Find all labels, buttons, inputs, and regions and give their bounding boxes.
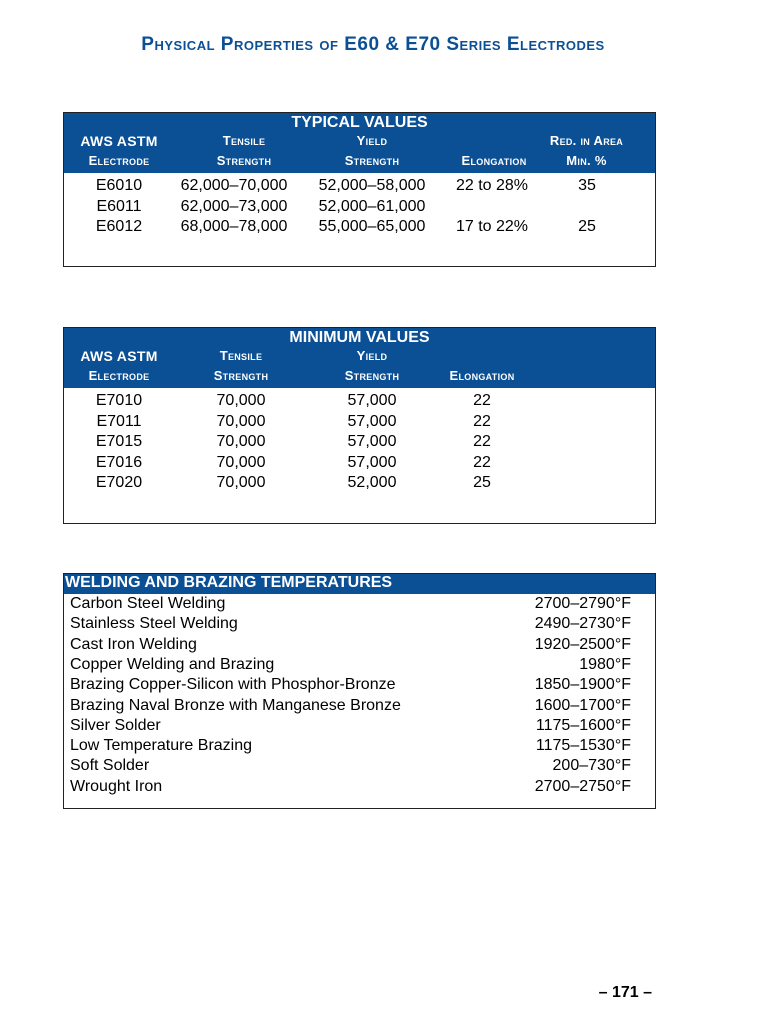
cell-yield: 57,000	[347, 392, 397, 409]
cell-electrode: E7016	[95, 454, 143, 471]
col-header-electrode: Electrode	[88, 153, 150, 168]
cell-tensile: 70,000	[216, 433, 266, 450]
minimum-values-table	[63, 327, 656, 524]
cell-elongation: 22	[473, 433, 491, 450]
welding-process: Low Temperature Brazing	[70, 737, 253, 755]
cell-elongation: 22 to 28%	[455, 177, 529, 194]
cell-electrode: E6012	[95, 218, 143, 235]
table-heading: WELDING AND BRAZING TEMPERATURES	[65, 574, 393, 591]
col-header-elongation: Elongation	[449, 368, 515, 383]
col-header-tensile: Tensile	[222, 133, 266, 148]
cell-yield: 52,000–61,000	[318, 198, 426, 215]
welding-temperature: 1920–2500°F	[534, 635, 631, 653]
cell-yield: 55,000–65,000	[318, 218, 426, 235]
welding-temperature: 1175–1530°F	[535, 737, 631, 755]
cell-tensile: 70,000	[216, 454, 266, 471]
col-header-elongation: Elongation	[461, 153, 527, 168]
cell-yield: 57,000	[347, 433, 397, 450]
cell-tensile: 70,000	[216, 474, 266, 491]
cell-yield: 57,000	[347, 454, 397, 471]
welding-temperatures-table	[63, 573, 656, 809]
cell-reduction: 25	[578, 218, 596, 235]
welding-temperature: 1850–1900°F	[534, 676, 631, 694]
welding-process: Wrought Iron	[70, 777, 163, 795]
welding-process: Brazing Naval Bronze with Manganese Bronze	[70, 696, 401, 714]
cell-electrode: E6010	[95, 177, 143, 194]
cell-elongation: 25	[473, 474, 491, 491]
cell-yield: 52,000	[347, 474, 397, 491]
col-header-yield: Strength	[344, 153, 400, 168]
col-header-tensile: Strength	[213, 368, 269, 383]
welding-temperature: 1175–1600°F	[535, 716, 631, 734]
welding-process: Soft Solder	[70, 757, 150, 775]
table-heading: TYPICAL VALUES	[291, 114, 428, 131]
typical-values-table	[63, 112, 656, 267]
welding-temperature: 2700–2750°F	[534, 777, 631, 795]
table-header	[64, 113, 655, 173]
cell-electrode: E7010	[95, 392, 143, 409]
cell-electrode: E7015	[95, 433, 143, 450]
col-header-tensile: Strength	[216, 153, 272, 168]
col-header-electrode: AWS ASTM	[80, 348, 158, 364]
welding-process: Cast Iron Welding	[70, 635, 197, 653]
col-header-yield: Yield	[356, 348, 388, 363]
cell-tensile: 62,000–73,000	[180, 198, 288, 215]
welding-process: Brazing Copper-Silicon with Phosphor-Bronze	[70, 676, 396, 694]
cell-tensile: 70,000	[216, 392, 266, 409]
col-header-reduction: Red. in Area	[549, 133, 624, 148]
cell-reduction: 35	[578, 177, 596, 194]
table-heading: MINIMUM VALUES	[289, 329, 430, 346]
cell-elongation: 17 to 22%	[455, 218, 529, 235]
page-title: Physical Properties of E60 & E70 Series Electrodes	[141, 34, 605, 55]
welding-temperature: 1980°F	[579, 655, 631, 673]
col-header-reduction: Min. %	[566, 153, 607, 168]
cell-yield: 57,000	[347, 413, 397, 430]
col-header-electrode: AWS ASTM	[80, 133, 158, 149]
welding-temperature: 2490–2730°F	[534, 615, 631, 633]
cell-electrode: E7020	[95, 474, 143, 491]
col-header-electrode: Electrode	[88, 368, 150, 383]
cell-electrode: E7011	[96, 413, 142, 430]
welding-process: Copper Welding and Brazing	[70, 655, 275, 673]
col-header-yield: Yield	[356, 133, 388, 148]
cell-tensile: 62,000–70,000	[180, 177, 288, 194]
cell-yield: 52,000–58,000	[318, 177, 426, 194]
welding-process: Carbon Steel Welding	[70, 595, 226, 612]
table-header	[64, 574, 655, 594]
welding-process: Stainless Steel Welding	[70, 615, 238, 633]
welding-temperature: 1600–1700°F	[534, 696, 631, 714]
col-header-tensile: Tensile	[219, 348, 263, 363]
welding-temperature: 2700–2790°F	[534, 595, 631, 612]
cell-elongation: 22	[473, 413, 491, 430]
cell-elongation: 22	[473, 454, 491, 471]
col-header-yield: Strength	[344, 368, 400, 383]
cell-tensile: 70,000	[216, 413, 266, 430]
cell-tensile: 68,000–78,000	[180, 218, 288, 235]
cell-elongation: 22	[473, 392, 491, 409]
page-number: – 171 –	[598, 984, 652, 1001]
table-header	[64, 328, 655, 388]
welding-temperature: 200–730°F	[552, 757, 631, 775]
welding-process: Silver Solder	[70, 716, 161, 734]
cell-electrode: E6011	[96, 198, 142, 215]
